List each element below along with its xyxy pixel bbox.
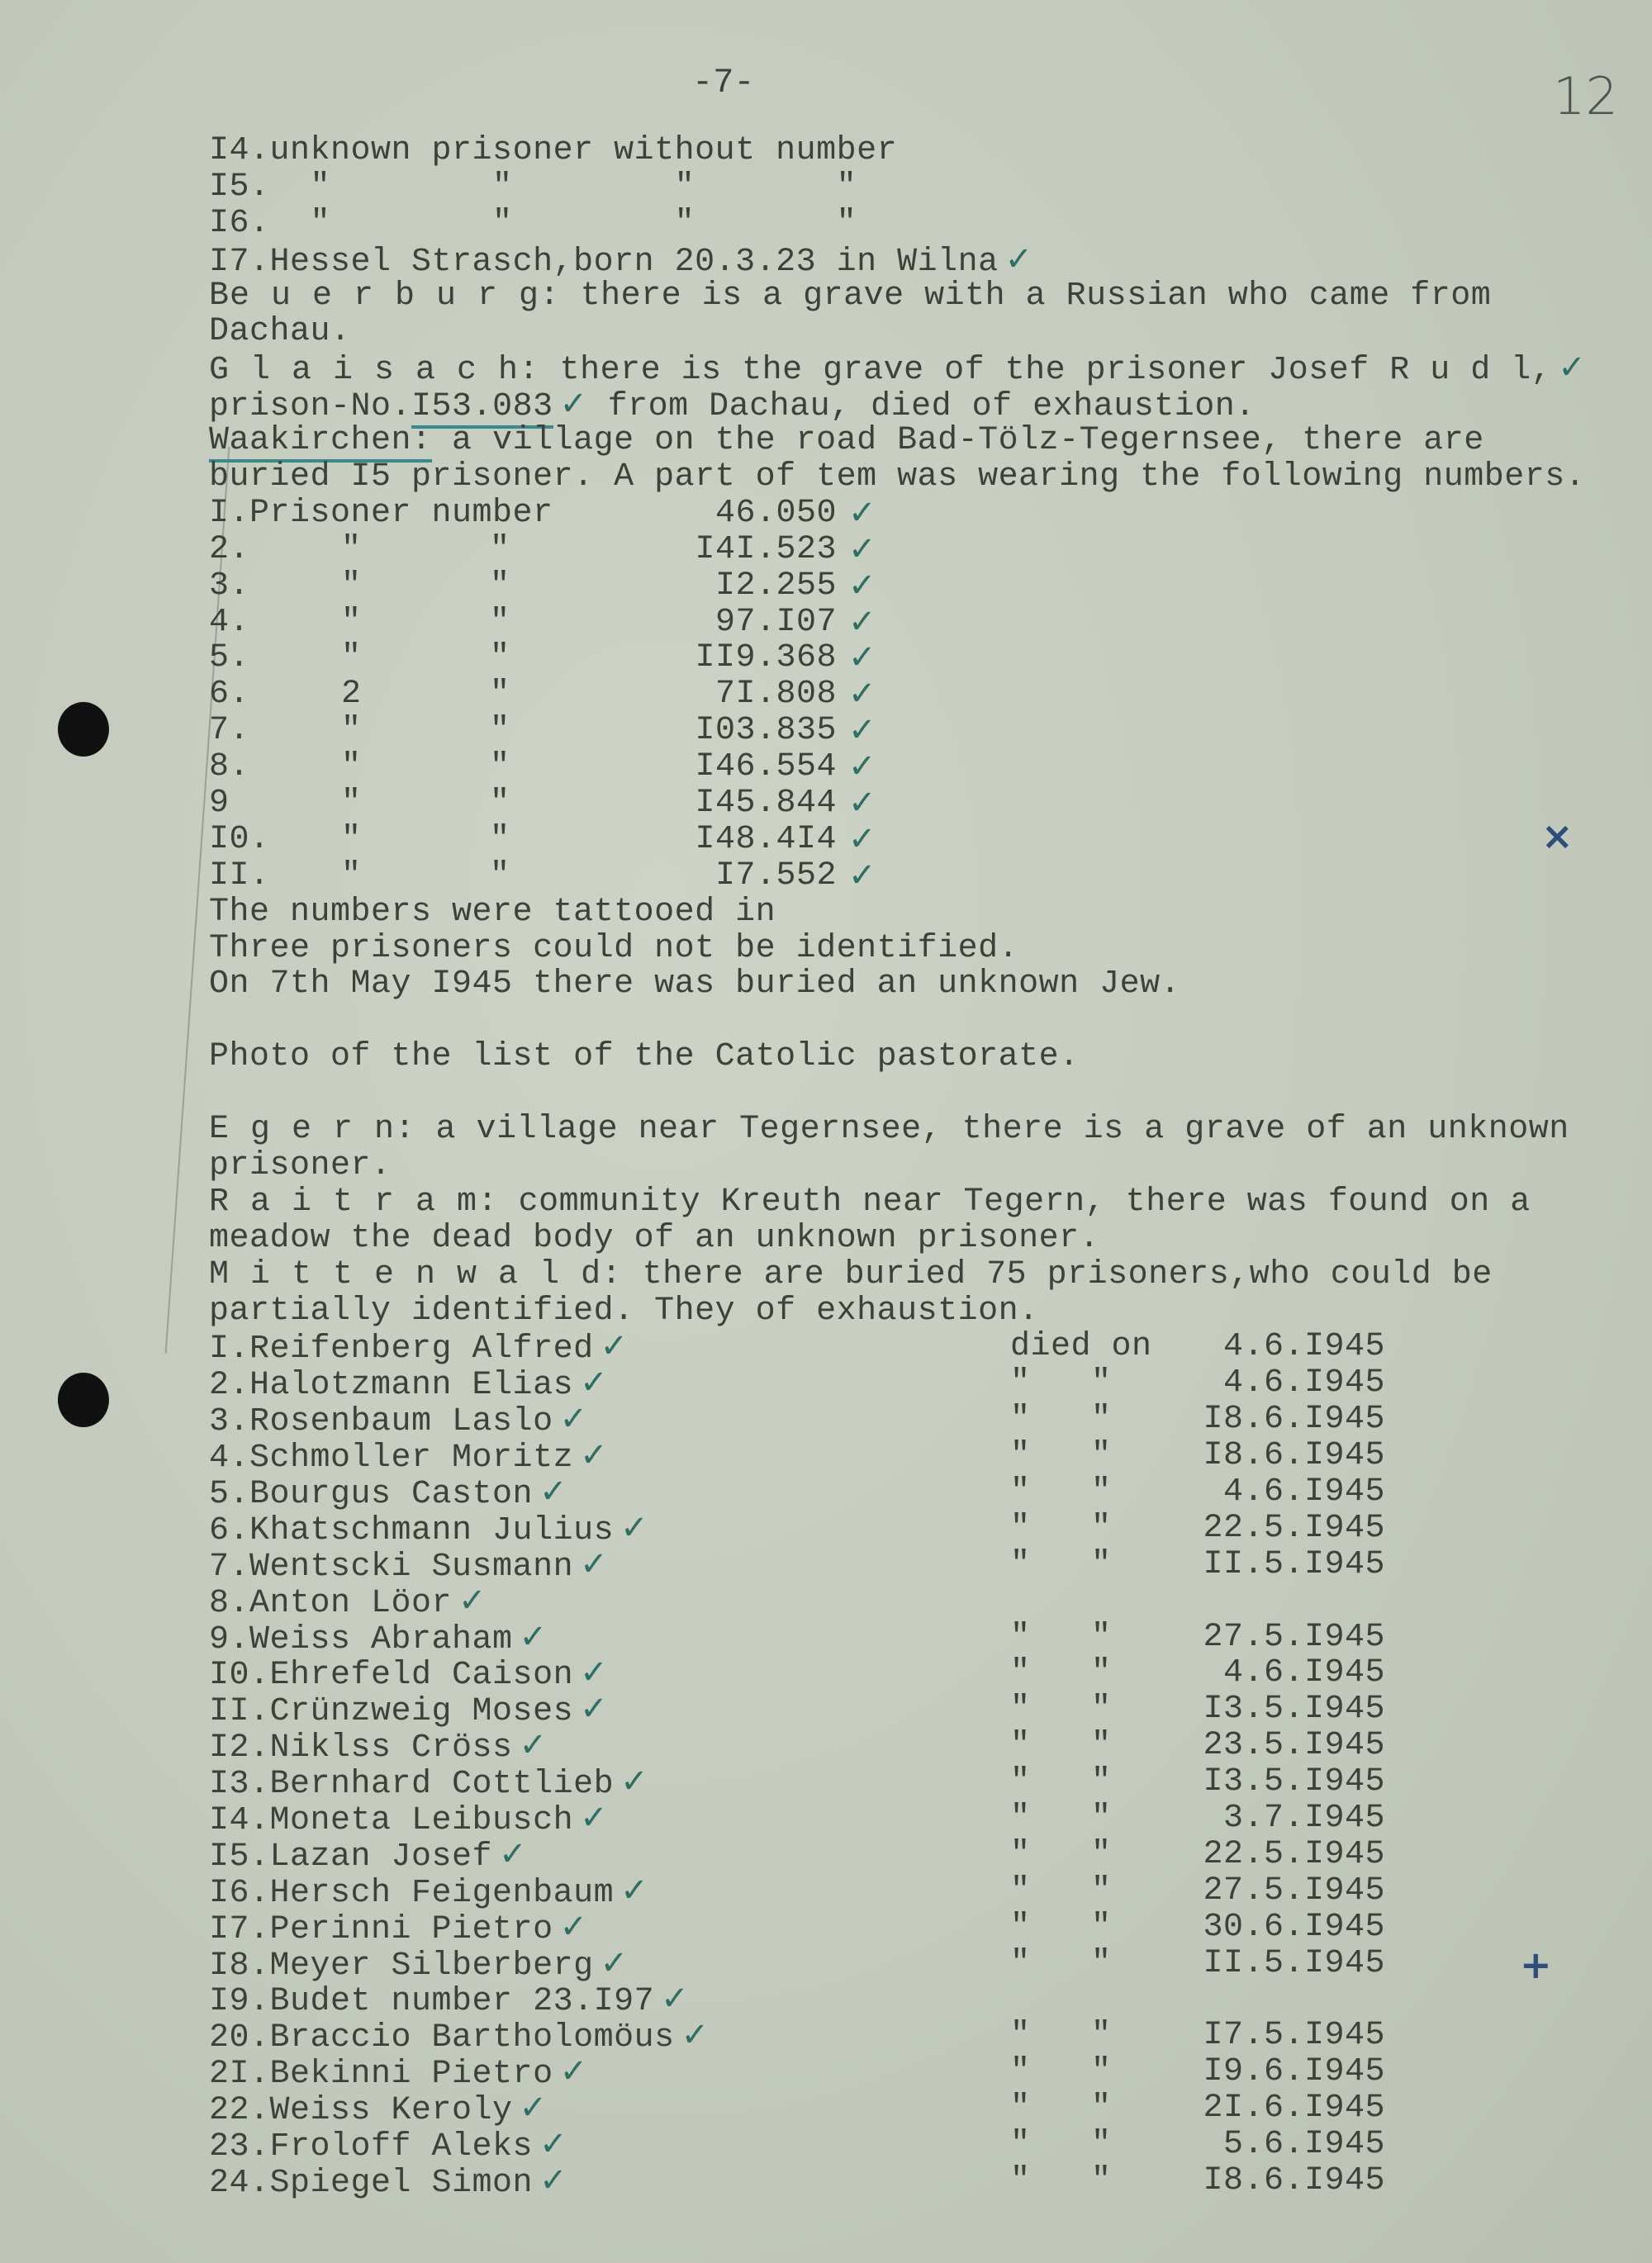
list-item	[209, 133, 1630, 169]
died-on: " "	[1010, 1944, 1112, 1982]
prisoner-name: I8.Meyer Silberberg	[209, 1947, 594, 1985]
prisoner-number: I03.835	[695, 712, 837, 750]
died-on: " "	[1010, 1509, 1112, 1547]
check-icon: ✓	[661, 1980, 689, 2019]
prisoner-name: 2I.Bekinni Pietro	[209, 2056, 553, 2094]
check-icon: ✓	[580, 1544, 608, 1583]
check-icon: ✓	[848, 566, 876, 605]
death-date: 27.5.I945	[1203, 1618, 1385, 1656]
ditto-mark: "	[490, 748, 510, 786]
prisoner-number: 46.050	[714, 494, 837, 532]
table-row	[209, 1474, 1630, 1511]
prisoner-name: I.Reifenberg Alfred	[209, 1331, 594, 1369]
died-on: " "	[1010, 1473, 1112, 1511]
died-on: " "	[1010, 1654, 1112, 1692]
ditto-mark: 2	[341, 676, 362, 714]
death-date: 4.6.I945	[1222, 1654, 1385, 1692]
table-row	[209, 1943, 1630, 1985]
table-row	[209, 676, 1630, 713]
died-on: " "	[1010, 2090, 1112, 2128]
table-row	[209, 529, 1630, 568]
table-row	[209, 1834, 1630, 1876]
prisoner-name: I5.Lazan Josef	[209, 1838, 493, 1876]
ditto-mark: "	[490, 567, 510, 605]
died-on: " "	[1010, 2125, 1112, 2163]
ditto-mark: "	[490, 530, 510, 568]
check-icon: ✓	[681, 2016, 710, 2055]
died-on: " "	[1010, 1618, 1112, 1656]
page-number: -7-	[692, 63, 755, 102]
prisoner-number: 97.I07	[714, 603, 837, 641]
item-number: I7.	[209, 243, 270, 281]
row-label: II.	[209, 856, 270, 894]
died-on: " "	[1010, 1364, 1112, 1402]
check-icon: ✓	[580, 1798, 608, 1837]
death-date: I3.5.I945	[1203, 1763, 1385, 1801]
table-row	[209, 493, 1630, 532]
corner-number: 12	[1553, 66, 1618, 126]
death-date: I8.6.I945	[1203, 1401, 1385, 1439]
prisoner-name: 22.Weiss Keroly	[209, 2092, 513, 2130]
death-date: I7.5.I945	[1203, 2017, 1385, 2055]
table-row	[209, 749, 1630, 785]
died-on: " "	[1010, 2161, 1112, 2199]
death-date: II.5.I945	[1203, 1545, 1385, 1583]
check-icon: ✓	[848, 711, 876, 750]
table-row	[209, 1617, 1630, 1658]
prisoner-name: I3.Bernhard Cottlieb	[209, 1766, 615, 1804]
prisoner-name: 20.Braccio Bartholomöus	[209, 2019, 675, 2057]
check-icon: ✓	[848, 493, 876, 532]
table-row	[209, 1653, 1630, 1695]
list-item	[209, 240, 1630, 281]
prisoner-number: I4I.523	[695, 530, 837, 568]
prisoner-number: II9.368	[695, 639, 837, 677]
check-icon: ✓	[559, 2052, 588, 2091]
prisoner-number: I48.4I4	[695, 820, 837, 858]
check-icon: ✓	[580, 1364, 608, 1402]
item-number: I4.	[209, 132, 270, 169]
beuerburg-line: Dachau.	[209, 313, 351, 351]
table-row	[209, 858, 1630, 894]
cross-mark: ×	[1541, 814, 1574, 858]
check-icon: ✓	[559, 1907, 588, 1946]
plus-mark: +	[1520, 1943, 1552, 1987]
row-label: 7.	[209, 712, 250, 750]
row-label: 4.	[209, 603, 250, 641]
table-row	[209, 1400, 1630, 1441]
text: there are buried 75 prisoners,who could be	[622, 1255, 1493, 1293]
check-icon: ✓	[848, 675, 876, 714]
check-icon: ✓	[539, 1472, 567, 1511]
table-row	[209, 640, 1630, 676]
check-icon: ✓	[499, 1834, 527, 1873]
table-row	[209, 568, 1630, 605]
died-on: " "	[1010, 1763, 1112, 1801]
prisoner-name: I0.Ehrefeld Caison	[209, 1657, 574, 1695]
item-text: " " " "	[269, 168, 857, 206]
check-icon: ✓	[580, 1690, 608, 1729]
text: a village on the road Bad-Tölz-Tegernsee, there are	[431, 422, 1484, 460]
text: there is a grave with a Russian who came from	[560, 277, 1492, 315]
ditto-mark: "	[341, 530, 362, 568]
place-name: M i t t e n w a l d:	[209, 1255, 623, 1293]
death-date: 22.5.I945	[1203, 1835, 1385, 1873]
ditto-mark: "	[490, 639, 510, 677]
table-row	[209, 1726, 1630, 1767]
ditto-mark: "	[490, 712, 510, 750]
ditto-mark: "	[490, 785, 510, 823]
check-icon: ✓	[600, 1943, 629, 1982]
item-text: Hessel Strasch,born 20.3.23 in Wilna	[269, 243, 999, 281]
check-icon: ✓	[539, 2124, 567, 2163]
raitram-line	[209, 1184, 1630, 1221]
place-name: R a i t r a m:	[209, 1183, 499, 1221]
died-on: " "	[1010, 1401, 1112, 1439]
item-number: I5.	[209, 168, 270, 206]
prisoner-number: I46.554	[695, 748, 837, 786]
check-icon: ✓	[519, 2089, 548, 2128]
row-label: 5.	[209, 639, 250, 677]
check-icon: ✓	[620, 1762, 648, 1801]
prisoner-name: I9.Budet number 23.I97	[209, 1983, 655, 2021]
death-date: 4.6.I945	[1222, 1328, 1385, 1366]
died-on: " "	[1010, 1545, 1112, 1583]
death-date: 22.5.I945	[1203, 1509, 1385, 1547]
row-label: 2.	[209, 530, 250, 568]
table-row	[209, 1907, 1630, 1948]
table-row	[209, 1762, 1630, 1804]
mittenwald-line	[209, 1257, 1630, 1293]
text-line: The numbers were tattooed in	[209, 893, 776, 931]
death-date: I9.6.I945	[1203, 2053, 1385, 2091]
ditto-mark: "	[490, 676, 510, 714]
prisoner-name: 5.Bourgus Caston	[209, 1475, 534, 1513]
list-item	[209, 206, 1630, 242]
text: prison-No.	[209, 388, 412, 426]
punch-hole	[58, 702, 109, 757]
death-date: 4.6.I945	[1222, 1473, 1385, 1511]
prisoner-name: I6.Hersch Feigenbaum	[209, 1874, 615, 1912]
check-icon: ✓	[519, 1726, 548, 1765]
egern-line	[209, 1112, 1630, 1148]
check-icon: ✓	[559, 385, 588, 424]
check-icon: ✓	[580, 1436, 608, 1475]
prisoner-name: 9.Weiss Abraham	[209, 1620, 513, 1658]
item-text: unknown prisoner without number	[269, 132, 898, 169]
died-on: " "	[1010, 1437, 1112, 1475]
death-date: 3.7.I945	[1222, 1799, 1385, 1837]
prisoner-number: I2.255	[714, 567, 837, 605]
table-row	[209, 2089, 1630, 2130]
waakirchen-line: buried I5 prisoner. A part of tem was wearing the following numbers.	[209, 458, 1586, 496]
row-label: I0.	[209, 820, 270, 858]
waakirchen-line	[209, 423, 1630, 459]
text-line: On 7th May I945 there was buried an unknown Jew.	[209, 965, 1181, 1003]
ditto-mark: "	[341, 820, 362, 858]
text-line: Three prisoners could not be identified.	[209, 929, 1019, 967]
table-row	[209, 1508, 1630, 1549]
ditto-mark: "	[341, 785, 362, 823]
check-icon: ✓	[539, 2161, 567, 2199]
place-name: Be u e r b u r g:	[209, 277, 561, 315]
check-icon: ✓	[580, 1653, 608, 1692]
list-item	[209, 169, 1630, 206]
death-date: 5.6.I945	[1222, 2125, 1385, 2163]
check-icon: ✓	[600, 1327, 629, 1366]
text: community Kreuth near Tegern, there was found on a	[498, 1183, 1531, 1221]
prisoner-name: 23.Froloff Aleks	[209, 2128, 534, 2166]
table-row	[209, 1873, 1630, 1910]
blank-line	[209, 1003, 1630, 1039]
check-icon: ✓	[620, 1508, 648, 1547]
table-row	[209, 713, 1630, 749]
row-label: 8.	[209, 748, 250, 786]
prisoner-name: 7.Wentscki Susmann	[209, 1548, 574, 1586]
death-date: II.5.I945	[1203, 1944, 1385, 1982]
check-icon: ✓	[848, 856, 876, 894]
prisoner-number: 7I.808	[714, 676, 837, 714]
prisoner-name: 4.Schmoller Moritz	[209, 1440, 574, 1478]
death-date: 27.5.I945	[1203, 1872, 1385, 1910]
table-row	[209, 1436, 1630, 1478]
table-row	[209, 2016, 1630, 2057]
death-date: 23.5.I945	[1203, 1727, 1385, 1765]
prisoner-number: I45.844	[695, 785, 837, 823]
ditto-mark: "	[341, 712, 362, 750]
intro-list	[209, 132, 1630, 281]
text: there is the grave of the prisoner Josef R u d l,	[539, 352, 1552, 390]
death-date: 30.6.I945	[1203, 1908, 1385, 1946]
death-date: 2I.6.I945	[1203, 2090, 1385, 2128]
ditto-mark: "	[490, 603, 510, 641]
check-icon: ✓	[848, 747, 876, 786]
died-on: " "	[1010, 2053, 1112, 2091]
photo-note: Photo of the list of the Catolic pastorate.	[209, 1038, 1080, 1076]
prisoner-name: I7.Perinni Pietro	[209, 1910, 553, 1948]
place-name: E g e r n:	[209, 1111, 416, 1149]
item-text: " " " "	[269, 204, 857, 242]
died-on: " "	[1010, 2017, 1112, 2055]
check-icon: ✓	[1558, 349, 1586, 387]
check-icon: ✓	[848, 602, 876, 641]
died-on: " "	[1010, 1908, 1112, 1946]
check-icon: ✓	[1004, 240, 1033, 278]
died-on: " "	[1010, 1799, 1112, 1837]
text: a village near Tegernsee, there is a grave of an unknown	[415, 1111, 1569, 1149]
table-row	[209, 2161, 1630, 2202]
check-icon: ✓	[848, 638, 876, 677]
prisoner-name: 24.Spiegel Simon	[209, 2164, 534, 2202]
died-on: died on	[1010, 1328, 1152, 1366]
place-name: Waakirchen:	[209, 422, 432, 463]
blank-line	[209, 1075, 1630, 1112]
prisoner-number-table	[209, 493, 1630, 894]
ditto-mark: "	[341, 856, 362, 894]
death-date: 4.6.I945	[1222, 1364, 1385, 1402]
died-on: " "	[1010, 1727, 1112, 1765]
table-row	[209, 1544, 1630, 1586]
raitram-line: meadow the dead body of an unknown prisoner.	[209, 1219, 1100, 1257]
check-icon: ✓	[519, 1617, 548, 1656]
beuerburg-line	[209, 278, 1630, 315]
table-row	[209, 602, 1630, 641]
prisoner-name: 3.Rosenbaum Laslo	[209, 1403, 553, 1441]
table-row	[209, 1800, 1630, 1837]
egern-line: prisoner.	[209, 1146, 392, 1184]
mittenwald-line: partially identified. They of exhaustion.	[209, 1292, 1039, 1330]
table-row	[209, 1583, 1630, 1620]
prison-number: I53.083	[411, 388, 553, 429]
document-body	[209, 132, 1630, 2202]
prisoner-name: I2.Niklss Cröss	[209, 1729, 513, 1767]
death-date: I8.6.I945	[1203, 1437, 1385, 1475]
table-row	[209, 785, 1630, 822]
table-row	[209, 2124, 1630, 2166]
check-icon: ✓	[559, 1400, 588, 1439]
row-label: 6.	[209, 676, 250, 714]
ditto-mark: "	[341, 748, 362, 786]
item-number: I6.	[209, 204, 270, 242]
prisoner-name: 6.Khatschmann Julius	[209, 1511, 615, 1549]
ditto-mark: "	[341, 567, 362, 605]
table-row	[209, 1980, 1630, 2021]
died-on: " "	[1010, 1691, 1112, 1729]
glaisach-line	[209, 385, 1630, 426]
table-row	[209, 819, 1630, 858]
prisoner-name: 8.Anton Löor	[209, 1584, 453, 1622]
text: from Dachau, died of exhaustion.	[587, 388, 1256, 426]
died-on: " "	[1010, 1872, 1112, 1910]
prisoner-name: II.Crünzweig Moses	[209, 1693, 574, 1731]
glaisach-line	[209, 349, 1630, 390]
prisoner-name: 2.Halotzmann Elias	[209, 1367, 574, 1405]
check-icon: ✓	[620, 1871, 648, 1910]
death-date: I8.6.I945	[1203, 2161, 1385, 2199]
ditto-mark: "	[341, 639, 362, 677]
table-row	[209, 1327, 1630, 1369]
table-row	[209, 1690, 1630, 1731]
table-row	[209, 1364, 1630, 1405]
row-label: I.Prisoner number	[209, 494, 553, 532]
ditto-mark: "	[490, 820, 510, 858]
prisoner-number: I7.552	[714, 856, 837, 894]
ditto-mark: "	[490, 856, 510, 894]
place-name: G l a i s a c h:	[209, 352, 540, 390]
prisoner-name: I4.Moneta Leibusch	[209, 1801, 574, 1839]
row-label: 9	[209, 785, 230, 823]
check-icon: ✓	[458, 1581, 487, 1620]
row-label: 3.	[209, 567, 250, 605]
death-list	[209, 1327, 1630, 2202]
death-date: I3.5.I945	[1203, 1691, 1385, 1729]
check-icon: ✓	[848, 819, 876, 858]
ditto-mark: "	[341, 603, 362, 641]
punch-hole	[58, 1373, 109, 1427]
table-row	[209, 2052, 1630, 2094]
check-icon: ✓	[848, 529, 876, 568]
died-on: " "	[1010, 1835, 1112, 1873]
check-icon: ✓	[848, 784, 876, 823]
